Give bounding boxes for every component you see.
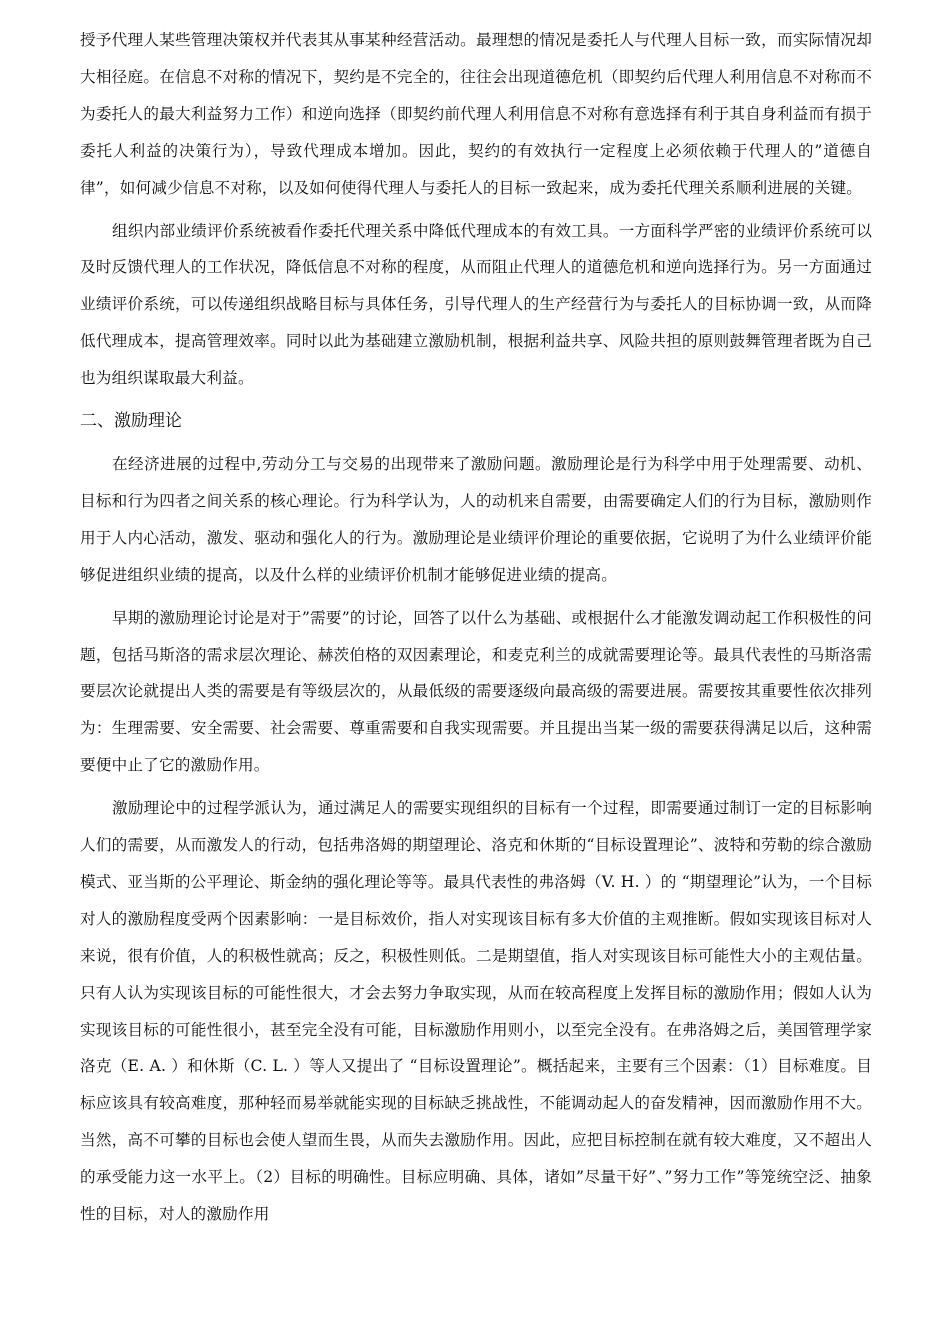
document-page [80, 22, 872, 1239]
paragraph-incentive-intro: 在经济进展的过程中,劳动分工与交易的出现带来了激励问题。激励理论是行为科学中用于处理需要、动机、目标和行为四者之间关系的核心理论。行为科学认为，人的动机来自需要，由需要确定人们的行为目标，激励则作用于人内心活动，激发、驱动和强化人的行为。激励理论是业绩评价理论的重要依据，它说明了为什么业绩评价能够促进组织业绩的提高，以及什么样的业绩评价机制才能够促进业绩的提高。 [80, 454, 872, 584]
section-heading-incentive-theory: 二、激励理论 [80, 411, 182, 432]
paragraph-principal-agent-continued: 授予代理人某些管理决策权并代表其从事某种经营活动。最理想的情况是委托人与代理人目标一致，而实际情况却大相径庭。在信息不对称的情况下，契约是不完全的，往往会出现道德危机（即契约后代理人利用信息不对称而不为委托人的最大利益努力工作）和逆向选择（即契约前代理人利用信息不对称有意选择有利于其自身利益而有损于委托人利益的决策行为），导致代理成本增加。因此，契约的有效执行一定程度上必须依赖于代理人的”道德自律”，如何减少信息不对称，以及如何使得代理人与委托人的目标一致起来，成为委托代理关系顺利进展的关键。 [80, 31, 872, 197]
paragraph-needs-theory: 早期的激励理论讨论是对于”需要”的讨论，回答了以什么为基础、或根据什么才能激发调动起工作积极性的问题，包括马斯洛的需求层次理论、赫茨伯格的双因素理论，和麦克利兰的成就需要理论等。最具代表性的马斯洛需要层次论就提出人类的需要是有等级层次的，从最低级的需要逐级向最高级的需要进展。需要按其重要性依次排列为：生理需要、安全需要、社会需要、尊重需要和自我实现需要。并且提出当某一级的需要获得满足以后，这种需要便中止了它的激励作用。 [80, 608, 872, 775]
paragraph-process-theory: 激励理论中的过程学派认为，通过满足人的需要实现组织的目标有一个过程，即需要通过制订一定的目标影响人们的需要，从而激发人的行动，包括弗洛姆的期望理论、洛克和休斯的“目标设置理论”、波特和劳勒的综合激励模式、亚当斯的公平理论、斯金纳的强化理论等等。最具代表性的弗洛姆（V. H. ）的 “期望理论”认为，一个目标对人的激励程度受两个因素影响：一是目标效价，指人对实现该目标有多大价值的主观推断。假如实现该目标对人来说，很有价值，人的积极性就高；反之，积极性则低。二是期望值，指人对实现该目标可能性大小的主观估量。只有人认为实现该目标的可能性很大，才会去努力争取实现，从而在较高程度上发挥目标的激励作用；假如人认为实现该目标的可能性很小，甚至完全没有可能，目标激励作用则小，以至完全没有。在弗洛姆之后，美国管理学家洛克（E. A. ）和休斯（C. L. ）等人又提出了 “目标设置理论”。概括起来，主要有三个因素：（1）目标难度。目标应该具有较高难度，那种轻而易举就能实现的目标缺乏挑战性，不能调动起人的奋发精神，因而激励作用不大。当然，高不可攀的目标也会使人望而生畏，从而失去激励作用。因此，应把目标控制在就有较大难度，又不超出人的承受能力这一水平上。（2）目标的明确性。目标应明确、具体，诸如”尽量干好”、”努力工作”等笼统空泛、抽象性的目标，对人的激励作用 [80, 799, 872, 1224]
paragraph-performance-evaluation: 组织内部业绩评价系统被看作委托代理关系中降低代理成本的有效工具。一方面科学严密的业绩评价系统可以及时反馈代理人的工作状况，降低信息不对称的程度，从而阻止代理人的道德危机和逆向选择行为。另一方面通过业绩评价系统，可以传递组织战略目标与具体任务，引导代理人的生产经营行为与委托人的目标协调一致，从而降低代理成本，提高管理效率。同时以此为基础建立激励机制，根据利益共享、风险共担的原则鼓舞管理者既为自己也为组织谋取最大利益。 [80, 221, 872, 388]
